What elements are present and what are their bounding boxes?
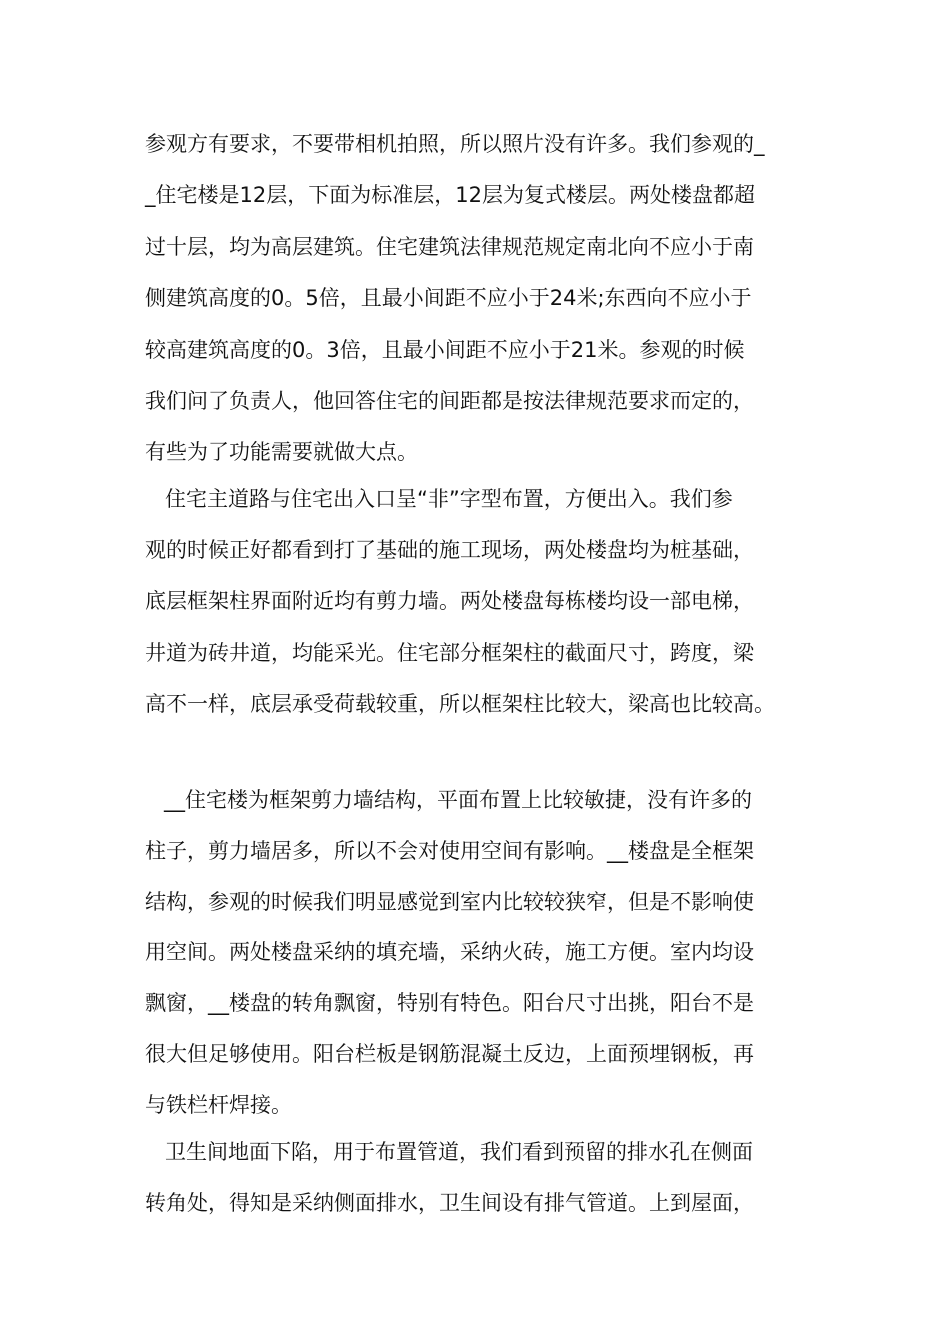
text-line: 与铁栏杆焊接。 [145,1093,292,1117]
text-line: 柱子，剪力墙居多，所以不会对使用空间有影响。__楼盘是全框架 [145,839,754,863]
text-line: 飘窗，__楼盘的转角飘窗，特别有特色。阳台尺寸出挑，阳台不是 [145,991,754,1015]
text-line: 住宅主道路与住宅出入口呈“非”字型布置，方便出入。我们参 [165,487,733,511]
text-line: 井道为砖井道，均能采光。住宅部分框架柱的截面尺寸，跨度，梁 [145,641,754,665]
text-line: 参观方有要求，不要带相机拍照，所以照片没有许多。我们参观的_ [145,132,765,156]
text-line: 底层框架柱界面附近均有剪力墙。两处楼盘每栋楼均设一部电梯， [145,589,754,613]
text-line: 卫生间地面下陷，用于布置管道，我们看到预留的排水孔在侧面 [165,1140,753,1164]
text-line: 侧建筑高度的0。5倍，且最小间距不应小于24米;东西向不应小于 [145,286,752,310]
text-line: 有些为了功能需要就做大点。 [145,440,418,464]
text-line: 转角处，得知是采纳侧面排水，卫生间设有排气管道。上到屋面， [145,1191,754,1215]
text-line: 用空间。两处楼盘采纳的填充墙，采纳火砖，施工方便。室内均设 [145,940,754,964]
text-line: 我们问了负责人，他回答住宅的间距都是按法律规范要求而定的， [145,389,754,413]
text-line: 很大但足够使用。阳台栏板是钢筋混凝土反边，上面预埋钢板，再 [145,1042,754,1066]
text-line: 过十层，均为高层建筑。住宅建筑法律规范规定南北向不应小于南 [145,235,754,259]
text-line: _住宅楼是12层，下面为标准层，12层为复式楼层。两处楼盘都超 [145,183,755,207]
text-line: 较高建筑高度的0。3倍，且最小间距不应小于21米。参观的时候 [145,338,745,362]
text-line: __住宅楼为框架剪力墙结构，平面布置上比较敏捷，没有许多的 [164,788,752,812]
text-line: 高不一样，底层承受荷载较重，所以框架柱比较大，梁高也比较高。 [145,692,775,716]
text-line: 观的时候正好都看到打了基础的施工现场，两处楼盘均为桩基础， [145,538,754,562]
text-line: 结构，参观的时候我们明显感觉到室内比较较狭窄，但是不影响使 [145,890,754,914]
